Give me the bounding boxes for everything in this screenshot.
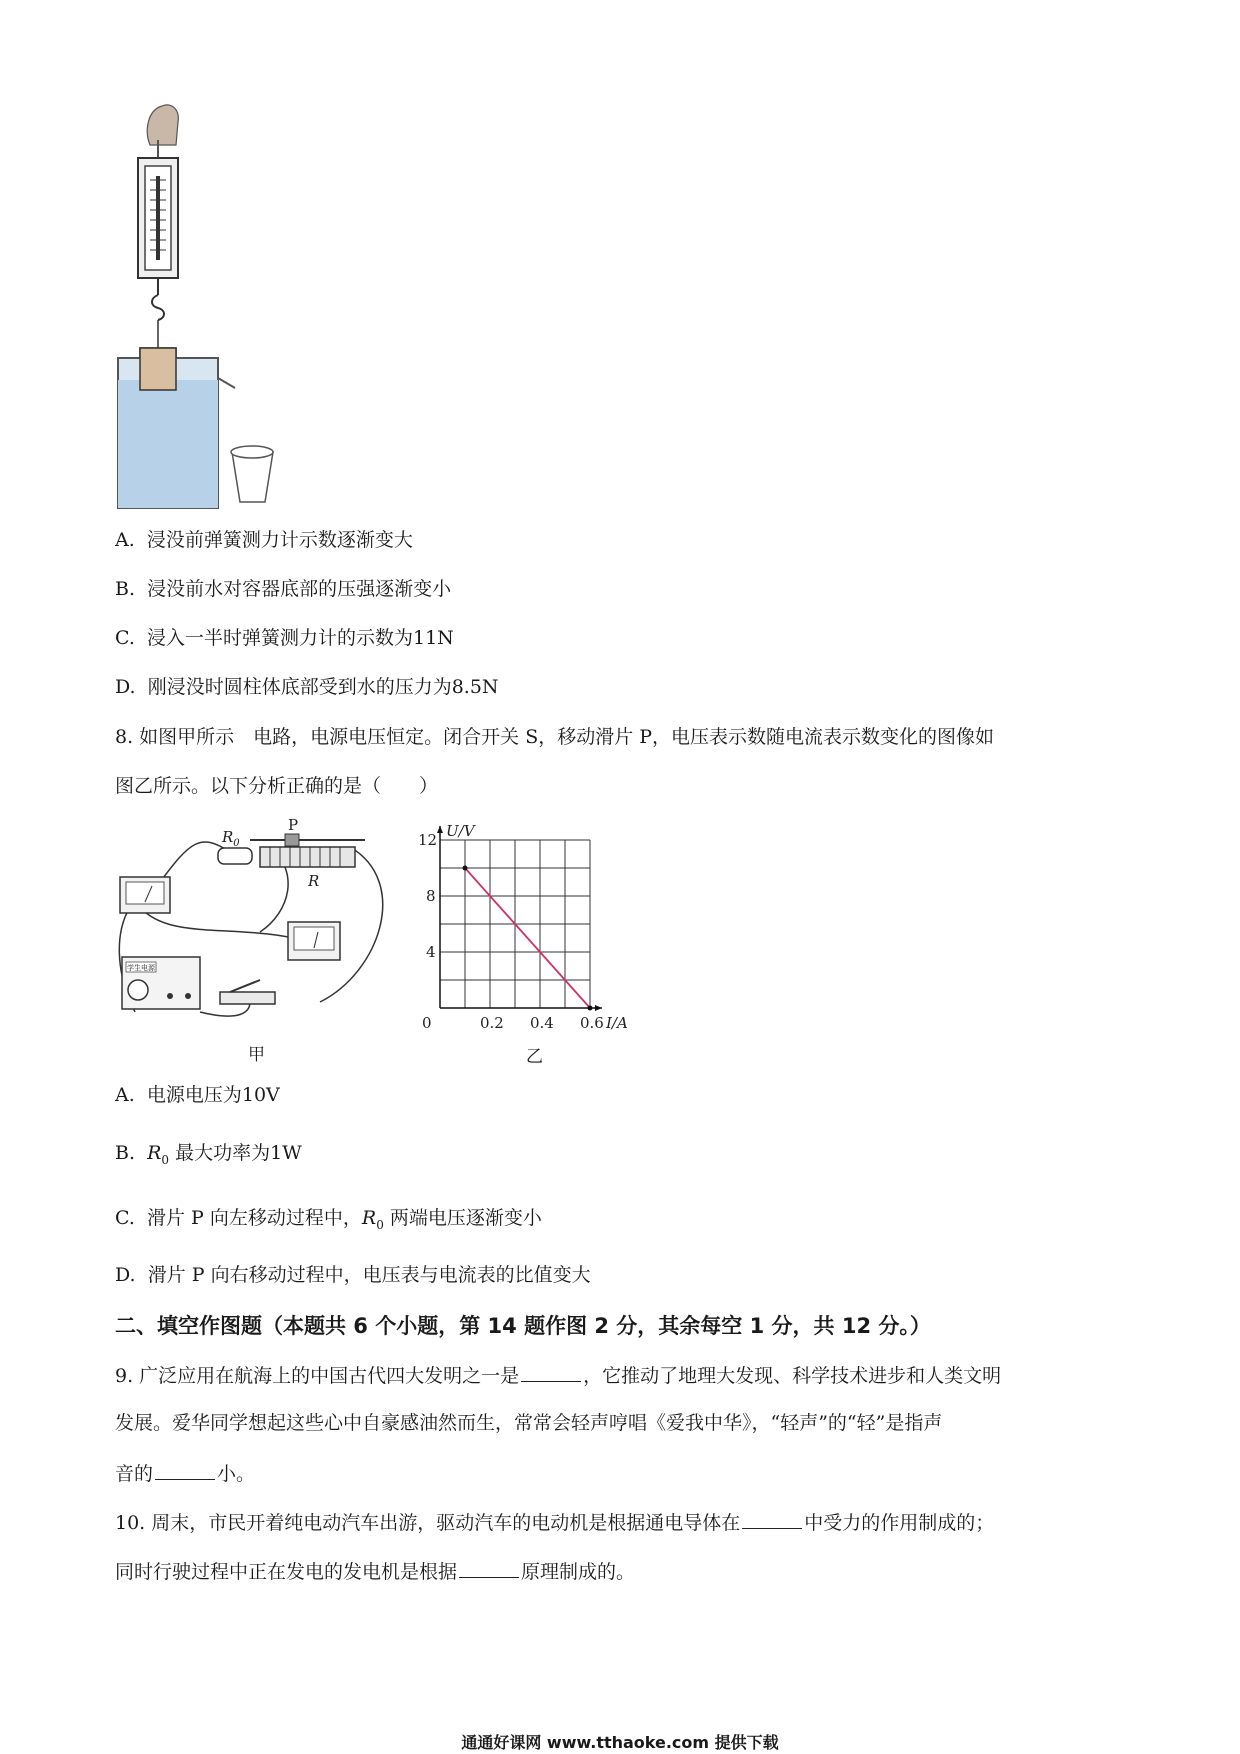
q10-line1: 10. 周末，市民开着纯电动汽车出游，驱动汽车的电动机是根据通电导体在 中受力的作用制成的； — [115, 1508, 994, 1536]
q10-line2: 同时行驶过程中正在发电的发电机是根据 原理制成的。 — [115, 1557, 635, 1585]
y-tick-label: 12 — [418, 831, 438, 849]
q8-option-b: B. $R_0$ 最大功率为1W — [115, 1142, 302, 1167]
q9-line2: 发展。爱华同学想起这些心中自豪感油然而生，常常会轻声哼唱《爱我中华》，“轻声”的“轻”是指声 — [115, 1412, 943, 1434]
q7-option-a: A. 浸没前弹簧测力计示数逐渐变大 — [115, 529, 413, 551]
q7-option-c-text: 浸入一半时弹簧测力计的示数为11N — [147, 627, 454, 649]
q8-option-c-text: 两端电压逐渐变小 — [389, 1207, 542, 1229]
section2-title: 二、填空作图题（本题共 6 个小题，第 14 题作图 2 分，其余每空 1 分，共 12 分。） — [115, 1314, 931, 1338]
y-tick-label: 8 — [426, 887, 436, 905]
q10-blank-2[interactable] — [459, 1557, 519, 1578]
figure-yi-caption: 乙 — [526, 1047, 543, 1067]
y-axis-arrow — [437, 826, 443, 833]
data-point — [588, 1006, 593, 1011]
q8-option-c: C. 滑片 P 向左移动过程中，$R_0$ 两端电压逐渐变小 — [115, 1207, 542, 1232]
q10-blank-1[interactable] — [742, 1508, 802, 1529]
q8-option-d: D. 滑片 P 向右移动过程中，电压表与电流表的比值变大 — [115, 1264, 591, 1286]
q8-option-a-text: 电源电压为10V — [146, 1084, 280, 1106]
r0-variable: R — [147, 1142, 162, 1164]
q7-option-b: B. 浸没前水对容器底部的压强逐渐变小 — [115, 578, 452, 600]
circuit-figure — [110, 812, 410, 1024]
svg-text:R0: $R_0$ — [222, 828, 240, 849]
q8-stem-line1: 8. 如图甲所示 电路，电源电压恒定。闭合开关 S，移动滑片 P，电压表示数随电流表示数变化的图像如 — [115, 726, 995, 748]
x-tick-label: 0.2 — [480, 1014, 504, 1032]
y-tick-label: 4 — [426, 943, 436, 961]
svg-text:学生电源: 学生电源 — [127, 964, 155, 972]
q9-blank-2[interactable] — [155, 1459, 215, 1480]
q7-option-d-text: 刚浸没时圆柱体底部受到水的压力为8.5N — [147, 676, 499, 698]
spring-scale-figure — [110, 100, 280, 520]
q7-option-c: C. 浸入一半时弹簧测力计的示数为11N — [115, 627, 454, 649]
q8-option-d-text: 滑片 P 向右移动过程中，电压表与电流表的比值变大 — [147, 1264, 591, 1286]
figure-jia-caption: 甲 — [248, 1045, 265, 1065]
x-tick-label: 0 — [422, 1014, 432, 1032]
x-axis-arrow — [595, 1005, 602, 1011]
x-tick-label: 0.6 — [580, 1014, 604, 1032]
q9-line3: 音的 小。 — [115, 1459, 255, 1487]
svg-text:R: R — [308, 872, 320, 890]
q7-option-b-text: 浸没前水对容器底部的压强逐渐变小 — [147, 578, 452, 600]
q8-option-b-text: 最大功率为1W — [175, 1142, 302, 1164]
page-footer: 通通好课网 www.tthaoke.com 提供下载 — [461, 1733, 779, 1752]
r0-variable: R — [361, 1207, 377, 1229]
svg-text:P: P — [288, 816, 299, 834]
q8-option-a: A. 电源电压为10V — [115, 1084, 280, 1106]
q7-option-a-text: 浸没前弹簧测力计示数逐渐变大 — [146, 529, 413, 551]
u-i-chart — [410, 812, 660, 1044]
q9-line1: 9. 广泛应用在航海上的中国古代四大发明之一是 ，它推动了地理大发现、科学技术进步和人类文明 — [115, 1361, 1001, 1389]
x-axis-label: I/A — [606, 1014, 628, 1032]
y-axis-label: U/V — [446, 822, 475, 840]
q7-option-d: D. 刚浸没时圆柱体底部受到水的压力为8.5N — [115, 676, 499, 698]
data-point — [463, 866, 468, 871]
x-tick-label: 0.4 — [530, 1014, 554, 1032]
data-line — [465, 868, 590, 1008]
q8-stem-line2: 图乙所示。以下分析正确的是（ ） — [115, 775, 439, 797]
q9-blank-1[interactable] — [521, 1361, 581, 1382]
